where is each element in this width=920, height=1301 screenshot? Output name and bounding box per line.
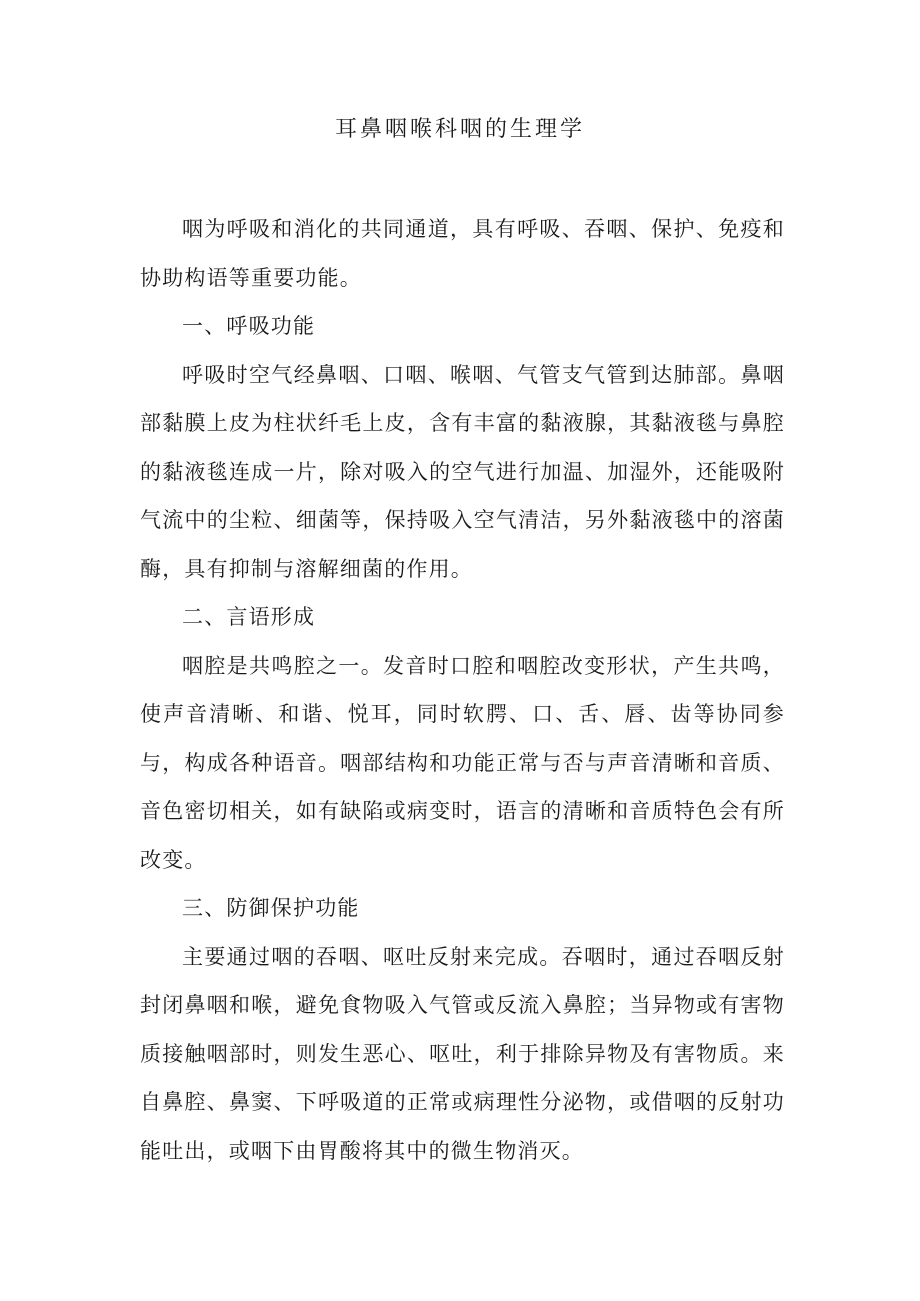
document-body <box>140 205 785 1175</box>
document-title: 耳鼻咽喉科咽的生理学 <box>334 117 585 142</box>
speech-paragraph: 咽腔是共鸣腔之一。发音时口腔和咽腔改变形状，产生共鸣，使声音清晰、和谐、悦耳，同时软腭、口、舌、唇、齿等协同参与，构成各种语音。咽部结构和功能正常与否与声音清晰和音质、音色密切相关，如有缺陷或病变时，语言的清晰和音质特色会有所改变。 <box>140 653 785 872</box>
section-heading-speech: 二、言语形成 <box>182 605 316 629</box>
section-heading-respiration: 一、呼吸功能 <box>182 314 316 338</box>
intro-paragraph: 咽为呼吸和消化的共同通道，具有呼吸、吞咽、保护、免疫和协助构语等重要功能。 <box>140 217 785 290</box>
section-heading-defense: 三、防御保护功能 <box>182 896 360 920</box>
defense-paragraph: 主要通过咽的吞咽、呕吐反射来完成。吞咽时，通过吞咽反射封闭鼻咽和喉，避免食物吸入气管或反流入鼻腔；当异物或有害物质接触咽部时，则发生恶心、呕吐，利于排除异物及有害物质。来自鼻腔、鼻窦、下呼吸道的正常或病理性分泌物，或借咽的反射功能吐出，或咽下由胃酸将其中的微生物消灭。 <box>140 944 785 1163</box>
respiration-paragraph: 呼吸时空气经鼻咽、口咽、喉咽、气管支气管到达肺部。鼻咽部黏膜上皮为柱状纤毛上皮，含有丰富的黏液腺，其黏液毯与鼻腔的黏液毯连成一片，除对吸入的空气进行加温、加湿外，还能吸附气流中的尘粒、细菌等，保持吸入空气清洁，另外黏液毯中的溶菌酶，具有抑制与溶解细菌的作用。 <box>140 362 785 581</box>
